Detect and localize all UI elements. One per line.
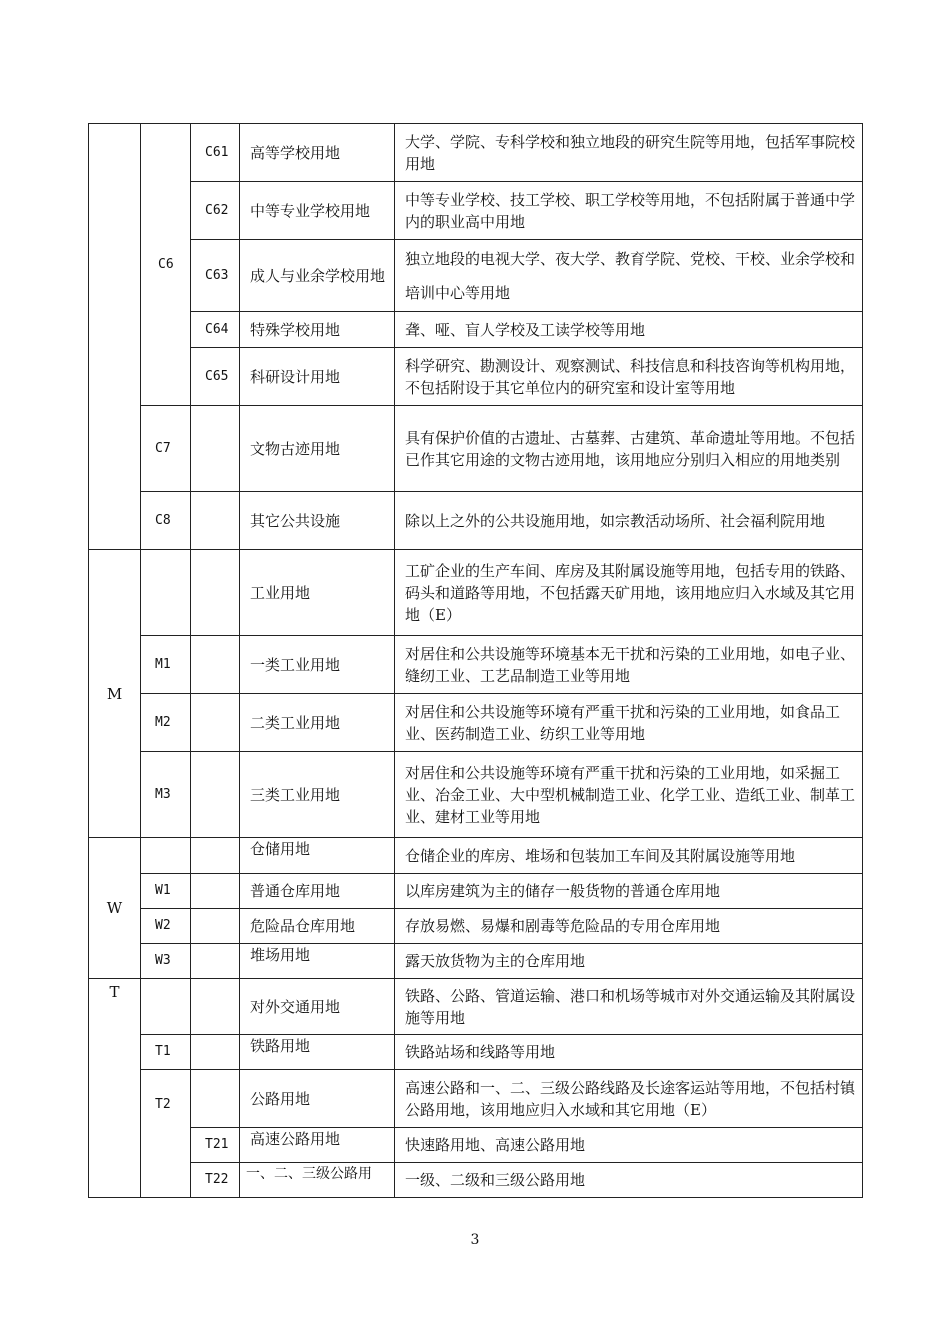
class-description: 高速公路和一、二、三级公路线路及长途客运站等用地，不包括村镇公路用地，该用地应归入水域和其它用地（E） (395, 1070, 863, 1128)
class-name: 公路用地 (240, 1070, 395, 1128)
sub-class-code (191, 694, 240, 752)
mid-class-code: T1 (141, 1035, 191, 1070)
class-name: 高速公路用地 (240, 1128, 395, 1163)
sub-class-code (191, 550, 240, 636)
class-name: 成人与业余学校用地 (240, 240, 395, 312)
sub-class-code: C64 (191, 312, 240, 348)
table-row (89, 492, 863, 550)
class-description: 工矿企业的生产车间、库房及其附属设施等用地，包括专用的铁路、码头和道路等用地，不包括露天矿用地，该用地应归入水域及其它用地（E） (395, 550, 863, 636)
sub-class-code (191, 979, 240, 1035)
sub-class-code (191, 944, 240, 979)
class-name: 高等学校用地 (240, 124, 395, 182)
class-name: 其它公共设施 (240, 492, 395, 550)
class-name: 对外交通用地 (240, 979, 395, 1035)
class-name: 科研设计用地 (240, 348, 395, 406)
class-description: 具有保护价值的古遗址、古墓葬、古建筑、革命遗址等用地。不包括已作其它用途的文物古迹用地，该用地应分别归入相应的用地类别 (395, 406, 863, 492)
class-description: 仓储企业的库房、堆场和包装加工车间及其附属设施等用地 (395, 838, 863, 874)
table-row (89, 312, 863, 348)
class-description: 对居住和公共设施等环境有严重干扰和污染的工业用地，如采掘工业、冶金工业、大中型机械制造工业、化学工业、造纸工业、制革工业、建材工业等用地 (395, 752, 863, 838)
major-class-code: M (89, 550, 141, 838)
sub-class-code (191, 838, 240, 874)
sub-class-code: C61 (191, 124, 240, 182)
sub-class-code (191, 406, 240, 492)
class-name: 三类工业用地 (240, 752, 395, 838)
major-class-code: T (89, 979, 141, 1198)
table-row (89, 240, 863, 312)
mid-class-code: C6 (141, 124, 191, 406)
class-description: 一级、二级和三级公路用地 (395, 1163, 863, 1198)
major-class-cell (89, 124, 141, 550)
class-description: 露天放货物为主的仓库用地 (395, 944, 863, 979)
class-description: 聋、哑、盲人学校及工读学校等用地 (395, 312, 863, 348)
class-description: 对居住和公共设施等环境基本无干扰和污染的工业用地，如电子业、缝纫工业、工艺品制造工业等用地 (395, 636, 863, 694)
class-name: 中等专业学校用地 (240, 182, 395, 240)
class-description: 铁路站场和线路等用地 (395, 1035, 863, 1070)
class-name: 仓储用地 (240, 838, 395, 874)
table-row (89, 752, 863, 838)
sub-class-code (191, 874, 240, 909)
table-row (89, 406, 863, 492)
class-name: 一、二、三级公路用 (240, 1163, 395, 1198)
table-row (89, 874, 863, 909)
table-row (89, 124, 863, 182)
class-name: 特殊学校用地 (240, 312, 395, 348)
class-description: 对居住和公共设施等环境有严重干扰和污染的工业用地，如食品工业、医药制造工业、纺织工业等用地 (395, 694, 863, 752)
class-name: 二类工业用地 (240, 694, 395, 752)
class-name: 堆场用地 (240, 944, 395, 979)
table-row (89, 838, 863, 874)
class-description: 快速路用地、高速公路用地 (395, 1128, 863, 1163)
sub-class-code: C62 (191, 182, 240, 240)
mid-class-code: M3 (141, 752, 191, 838)
table-row (89, 182, 863, 240)
class-description: 以库房建筑为主的储存一般货物的普通仓库用地 (395, 874, 863, 909)
mid-class-code: W2 (141, 909, 191, 944)
table-row (89, 1035, 863, 1070)
mid-class-code: M1 (141, 636, 191, 694)
land-use-classification-table (88, 123, 863, 1198)
major-class-code: W (89, 838, 141, 979)
mid-class-code (141, 979, 191, 1035)
table-row (89, 979, 863, 1035)
sub-class-code (191, 1070, 240, 1128)
mid-class-code: C8 (141, 492, 191, 550)
table-row (89, 550, 863, 636)
mid-class-code: C7 (141, 406, 191, 492)
table-row (89, 1070, 863, 1128)
sub-class-code: C63 (191, 240, 240, 312)
mid-class-code: W1 (141, 874, 191, 909)
sub-class-code: T21 (191, 1128, 240, 1163)
class-description: 中等专业学校、技工学校、职工学校等用地，不包括附属于普通中学内的职业高中用地 (395, 182, 863, 240)
mid-class-code (141, 550, 191, 636)
sub-class-code (191, 492, 240, 550)
class-description: 科学研究、勘测设计、观察测试、科技信息和科技咨询等机构用地，不包括附设于其它单位内的研究室和设计室等用地 (395, 348, 863, 406)
table-row (89, 1128, 863, 1163)
class-description: 存放易燃、易爆和剧毒等危险品的专用仓库用地 (395, 909, 863, 944)
table-row (89, 1163, 863, 1198)
table-row (89, 348, 863, 406)
class-name: 文物古迹用地 (240, 406, 395, 492)
sub-class-code (191, 909, 240, 944)
table-row (89, 694, 863, 752)
class-name: 普通仓库用地 (240, 874, 395, 909)
mid-class-code: T2 (141, 1070, 191, 1198)
class-description: 大学、学院、专科学校和独立地段的研究生院等用地，包括军事院校用地 (395, 124, 863, 182)
sub-class-code (191, 636, 240, 694)
class-name: 工业用地 (240, 550, 395, 636)
mid-class-code: W3 (141, 944, 191, 979)
table-row (89, 636, 863, 694)
sub-class-code: C65 (191, 348, 240, 406)
class-name: 一类工业用地 (240, 636, 395, 694)
sub-class-code: T22 (191, 1163, 240, 1198)
class-description: 铁路、公路、管道运输、港口和机场等城市对外交通运输及其附属设施等用地 (395, 979, 863, 1035)
sub-class-code (191, 1035, 240, 1070)
sub-class-code (191, 752, 240, 838)
class-description: 独立地段的电视大学、夜大学、教育学院、党校、干校、业余学校和培训中心等用地 (395, 240, 863, 312)
mid-class-code: M2 (141, 694, 191, 752)
class-description: 除以上之外的公共设施用地，如宗教活动场所、社会福利院用地 (395, 492, 863, 550)
table-row (89, 944, 863, 979)
page-number: 3 (470, 1232, 480, 1248)
table-row (89, 909, 863, 944)
mid-class-code (141, 838, 191, 874)
class-name: 危险品仓库用地 (240, 909, 395, 944)
class-name: 铁路用地 (240, 1035, 395, 1070)
